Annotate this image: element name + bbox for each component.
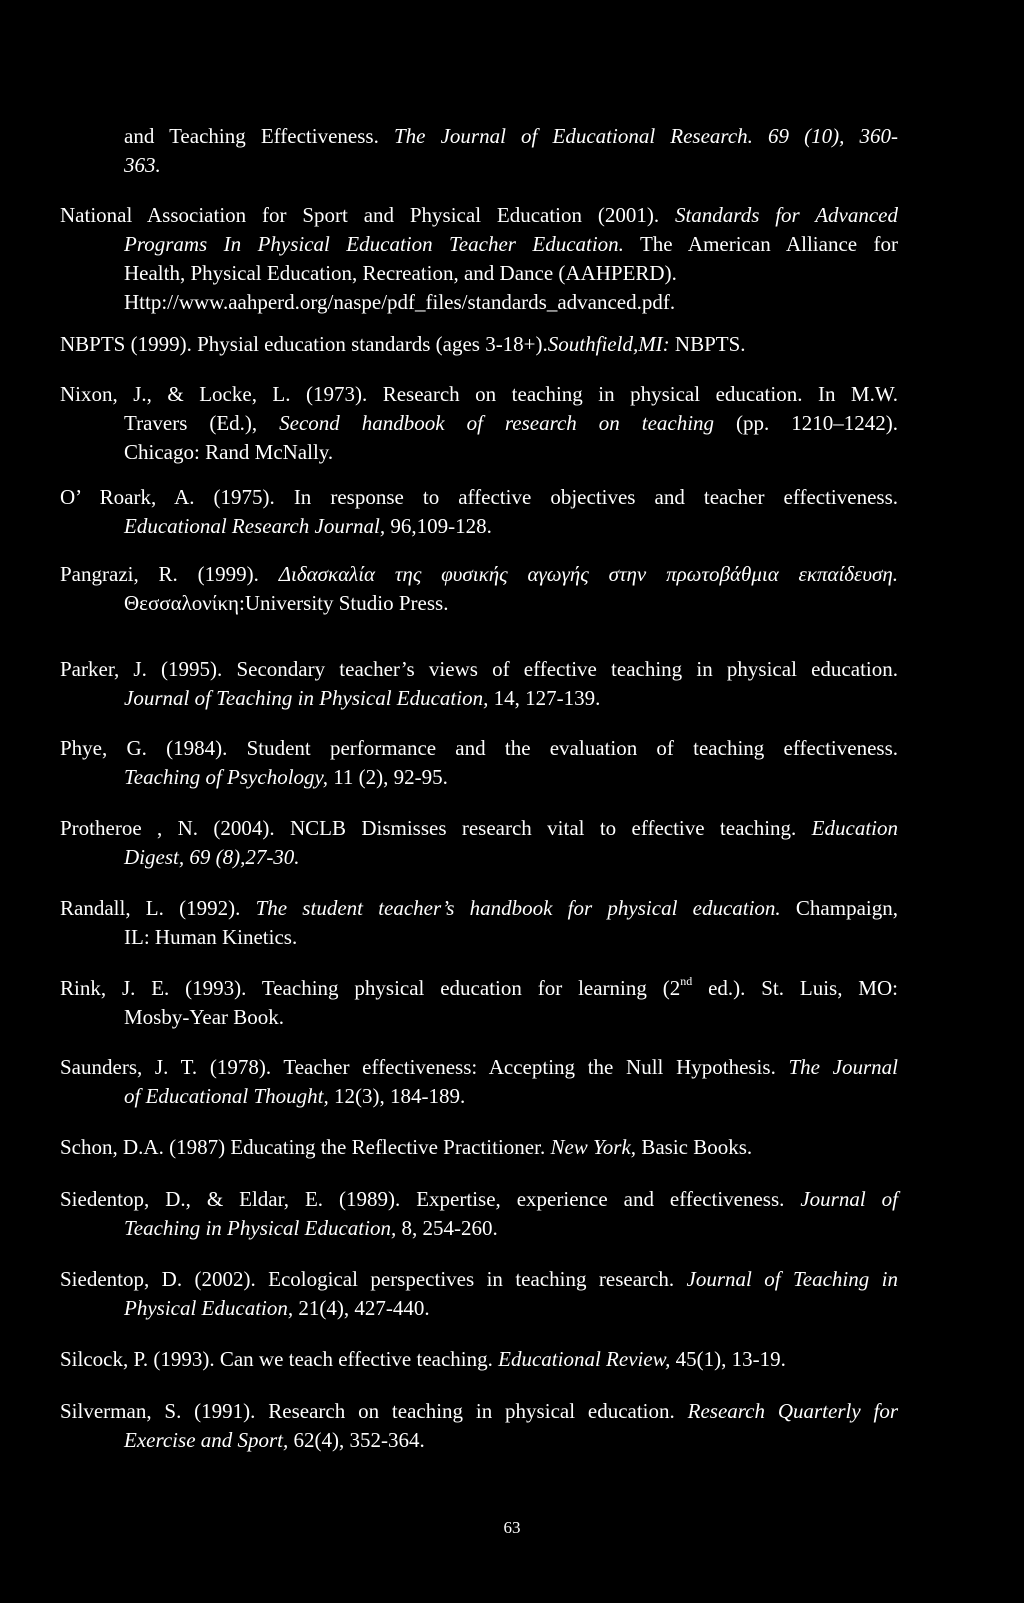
reference-text: Randall, L. (1992). — [60, 896, 256, 920]
reference-text: Siedentop, D., & Eldar, E. (1989). Expertise, experience and effectiveness. — [60, 1187, 801, 1211]
reference-line — [60, 1003, 898, 1032]
reference-text: (pp. 1210–1242). — [714, 411, 898, 435]
reference-pangrazi — [60, 560, 898, 618]
reference-text: 12(3), 184-189. — [328, 1084, 466, 1108]
reference-italic-text: New York, — [550, 1135, 637, 1159]
reference-continuation — [124, 122, 898, 180]
reference-line — [60, 974, 898, 1003]
reference-silcock — [60, 1345, 898, 1374]
reference-line — [60, 843, 898, 872]
reference-italic-text: Journal of Teaching in — [686, 1267, 898, 1291]
reference-italic-text: Research Quarterly for — [687, 1399, 898, 1423]
reference-line — [60, 483, 898, 512]
reference-italic-text: The student teacher’s handbook for physical education. — [255, 896, 781, 920]
reference-text: 14, 127-139. — [488, 686, 601, 710]
reference-line — [60, 1053, 898, 1082]
reference-line — [60, 684, 898, 713]
reference-text: Protheroe , N. (2004). NCLB Dismisses research vital to effective teaching. — [60, 816, 812, 840]
reference-text: Schon, D.A. (1987) Educating the Reflective Practitioner. — [60, 1135, 551, 1159]
reference-line — [60, 1082, 898, 1111]
reference-line — [60, 438, 898, 467]
reference-italic-text: Physical Education, — [124, 1296, 294, 1320]
reference-line — [60, 409, 898, 438]
reference-text: Champaign, — [780, 896, 898, 920]
reference-line — [60, 894, 898, 923]
reference-text: Parker, J. (1995). Secondary teacher’s views of effective teaching in physical education. — [60, 657, 898, 681]
reference-line — [60, 589, 898, 618]
reference-text: 96,109-128. — [385, 514, 492, 538]
reference-line — [60, 734, 898, 763]
reference-siedentop-1989 — [60, 1185, 898, 1243]
reference-line — [124, 151, 898, 180]
reference-line — [60, 763, 898, 792]
reference-italic-text: Second handbook of research on teaching — [279, 411, 715, 435]
reference-line — [60, 330, 898, 359]
reference-text: Mosby-Year Book. — [124, 1005, 285, 1029]
reference-phye — [60, 734, 898, 792]
reference-line — [60, 230, 898, 259]
reference-siedentop-2002 — [60, 1265, 898, 1323]
reference-italic-text: Teaching in Physical Education, — [124, 1216, 397, 1240]
page-number: 63 — [503, 1518, 521, 1537]
reference-silverman — [60, 1397, 898, 1455]
reference-text: 11 (2), 92-95. — [327, 765, 448, 789]
reference-italic-text: Education — [811, 816, 898, 840]
reference-text: Health, Physical Education, Recreation, and Dance (AAHPERD). — [124, 261, 677, 285]
reference-italic-text: Exercise and Sport, — [124, 1428, 289, 1452]
reference-italic-text: Programs In Physical Education Teacher Education. — [124, 232, 624, 256]
reference-text: O’ Roark, A. (1975). In response to affective objectives and teacher effectiveness. — [60, 485, 898, 509]
reference-rink — [60, 974, 898, 1032]
reference-line — [60, 512, 898, 541]
reference-italic-text: Digest, 69 (8),27-30. — [124, 845, 300, 869]
reference-italic-text: Standards for Advanced — [674, 203, 898, 227]
reference-text: Phye, G. (1984). Student performance and the evaluation of teaching effectiveness. — [60, 736, 898, 760]
reference-text: Rink, J. E. (1993). Teaching physical education for learning (2 — [60, 976, 681, 1000]
reference-text: Travers (Ed.), — [124, 411, 280, 435]
reference-text: 45(1), 13-19. — [670, 1347, 786, 1371]
reference-text: Http://www.aahperd.org/naspe/pdf_files/standards_advanced.pdf. — [124, 290, 676, 314]
reference-italic-text: Journal of — [800, 1187, 898, 1211]
reference-text: Pangrazi, R. (1999). — [60, 562, 279, 586]
reference-line — [60, 1397, 898, 1426]
reference-line — [60, 560, 898, 589]
reference-parker — [60, 655, 898, 713]
reference-line — [60, 1345, 898, 1374]
reference-italic-text: Southfield,MI: — [547, 332, 670, 356]
reference-italic-text: Educational Research Journal, — [124, 514, 386, 538]
reference-text: 8, 254-260. — [396, 1216, 498, 1240]
reference-text: IL: Human Kinetics. — [124, 925, 298, 949]
reference-italic-text: Educational Review, — [498, 1347, 671, 1371]
reference-superscript: nd — [680, 974, 693, 988]
reference-text: Chicago: Rand McNally. — [124, 440, 334, 464]
reference-schon — [60, 1133, 898, 1162]
reference-text: Θεσσαλονίκη:University Studio Press. — [124, 591, 449, 615]
reference-text: Basic Books. — [636, 1135, 753, 1159]
reference-nixon — [60, 380, 898, 467]
reference-line — [60, 288, 898, 317]
reference-text: Silcock, P. (1993). Can we teach effective teaching. — [60, 1347, 499, 1371]
reference-italic-text: The Journal of Educational Research. 69 (10), 360- — [393, 124, 898, 148]
reference-line — [60, 1214, 898, 1243]
reference-text: 62(4), 352-364. — [288, 1428, 425, 1452]
reference-line — [60, 655, 898, 684]
reference-line — [124, 122, 898, 151]
reference-line — [60, 923, 898, 952]
reference-text: Saunders, J. T. (1978). Teacher effectiveness: Accepting the Null Hypothesis. — [60, 1055, 789, 1079]
reference-text: The American Alliance for — [623, 232, 898, 256]
reference-protheroe — [60, 814, 898, 872]
reference-line — [60, 1426, 898, 1455]
reference-text: NBPTS (1999). Physial education standards (ages 3-18+). — [60, 332, 548, 356]
reference-saunders — [60, 1053, 898, 1111]
reference-italic-text: 363. — [124, 153, 161, 177]
reference-line — [60, 1265, 898, 1294]
reference-italic-text: The Journal — [788, 1055, 899, 1079]
reference-line — [60, 201, 898, 230]
reference-line — [60, 814, 898, 843]
reference-italic-text: Teaching of Psychology, — [124, 765, 328, 789]
reference-text: Nixon, J., & Locke, L. (1973). Research on teaching in physical education. In M.W. — [60, 382, 898, 406]
reference-line — [60, 1133, 898, 1162]
reference-line — [60, 259, 898, 288]
reference-italic-text: Διδασκαλία της φυσικής αγωγής στην πρωτοβάθμια εκπαίδευση. — [278, 562, 898, 586]
reference-text: 21(4), 427-440. — [293, 1296, 430, 1320]
reference-text: ed.). St. Luis, MO: — [692, 976, 898, 1000]
reference-text: Siedentop, D. (2002). Ecological perspectives in teaching research. — [60, 1267, 687, 1291]
reference-italic-text: of Educational Thought, — [124, 1084, 329, 1108]
reference-text: NBPTS. — [669, 332, 746, 356]
reference-text: Silverman, S. (1991). Research on teaching in physical education. — [60, 1399, 688, 1423]
reference-line — [60, 1294, 898, 1323]
reference-text: National Association for Sport and Physical Education (2001). — [60, 203, 675, 227]
reference-nbpts — [60, 330, 898, 359]
reference-italic-text: Journal of Teaching in Physical Education, — [124, 686, 489, 710]
reference-line — [60, 380, 898, 409]
reference-text: and Teaching Effectiveness. — [124, 124, 394, 148]
reference-oroark — [60, 483, 898, 541]
reference-line — [60, 1185, 898, 1214]
reference-naspe — [60, 201, 898, 317]
reference-randall — [60, 894, 898, 952]
